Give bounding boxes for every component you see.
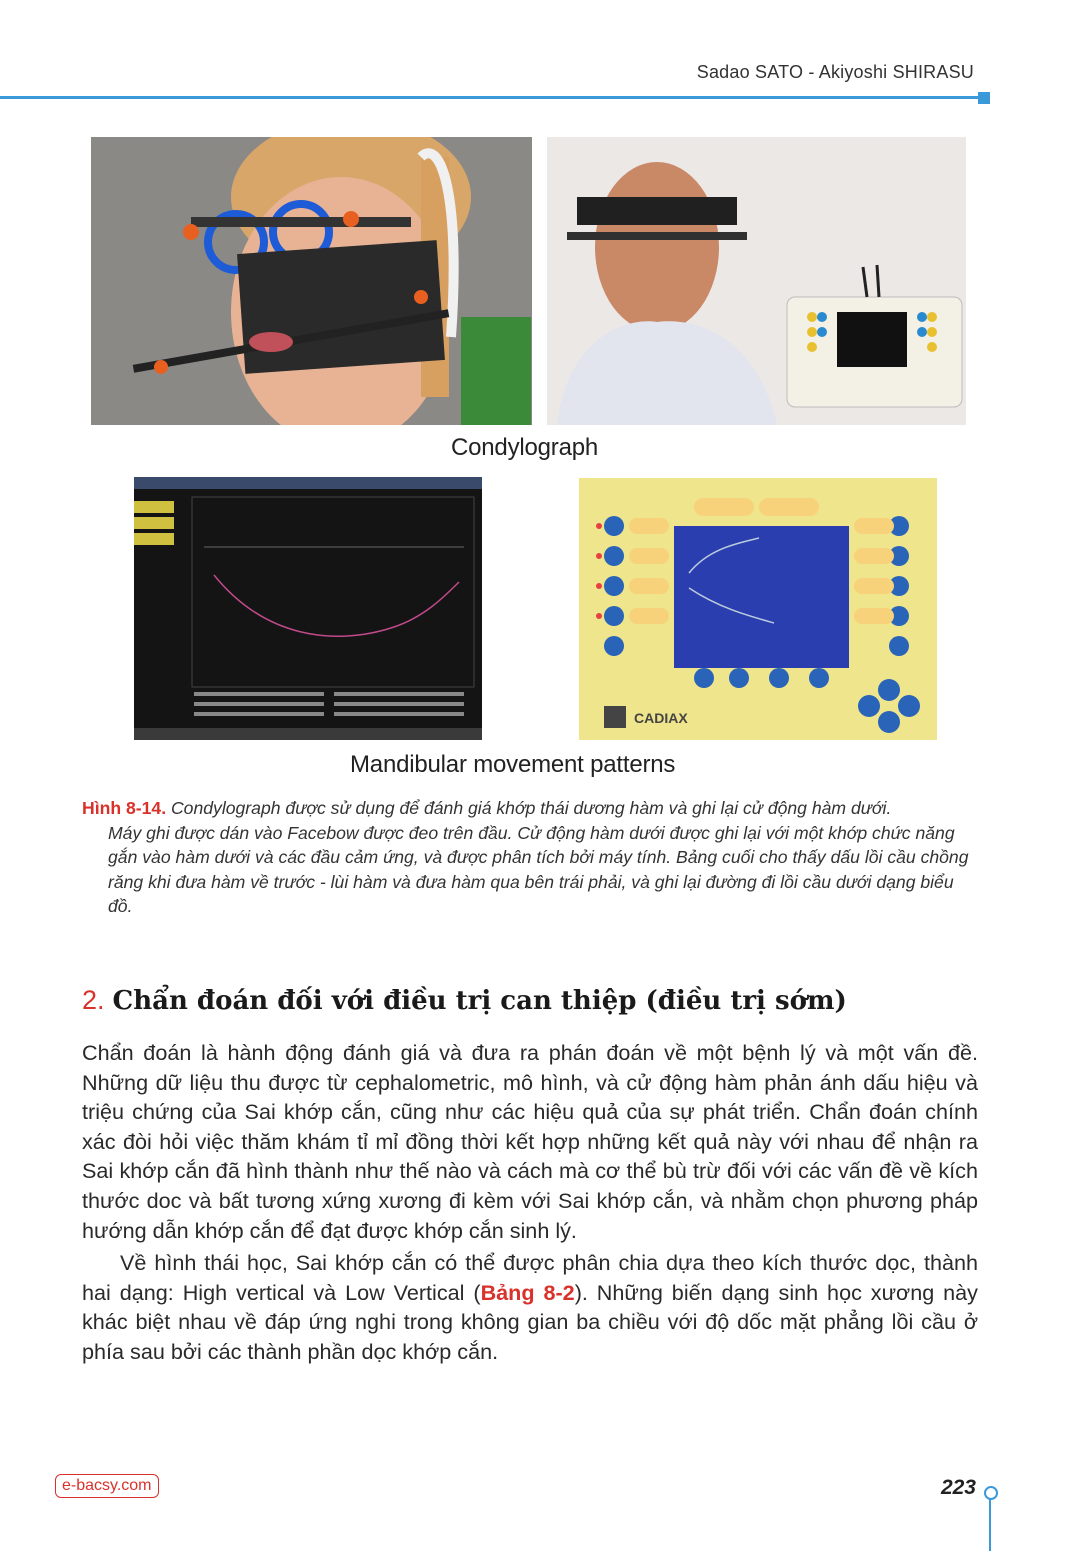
trace-screen-illustration <box>134 477 482 740</box>
paragraph-2-text <box>82 1248 978 1366</box>
header-rule <box>0 96 982 99</box>
header-authors: Sadao SATO - Akiyoshi SHIRASU <box>696 62 974 82</box>
caption-lead: Hình 8-14. <box>82 798 167 818</box>
figure-label-bottom: Mandibular movement patterns <box>350 751 676 778</box>
photo-woman-illustration <box>91 137 532 425</box>
paragraph-2-part-a: Về hình thái học, Sai khớp cắn có thể được phân chia dựa theo kích thước dọc, thành hai dạng: High vertical và Low Vertical ( <box>82 1250 978 1305</box>
figure-label-top: Condylograph <box>451 434 599 461</box>
header-rule-end <box>978 92 990 104</box>
cadiax-brand-text: CADIAX <box>634 710 688 726</box>
footer-line <box>989 1499 991 1551</box>
caption-rest: Máy ghi được dán vào Facebow được đeo trên đầu. Cử động hàm dưới được ghi lại với một khớp chức năng gắn vào hàm dưới và các đầu cảm ứng, và được phân tích bởi máy tính. Bảng cuối cho thấy dấu lồi cầu chồng răng khi đưa hàm về trước - lùi hàm và đưa hàm qua bên trái phải, và ghi lại đường đi lồi cầu dưới dạng biểu đồ. <box>108 822 969 916</box>
page-number: 223 <box>940 1476 976 1499</box>
paragraph-1-text: Chẩn đoán là hành động đánh giá và đưa ra phán đoán về một bệnh lý và một vấn đề. Những dữ liệu thu được từ cephalometric, mô hình, và cử động hàm phản ánh dấu hiệu và triệu chứng của Sai khớp cắn, cũng như các hiệu quả của sự phát triển. Chẩn đoán chính xác đòi hỏi việc thăm khám tỉ mỉ đồng thời kết hợp những kết quả này với nhau để nhận ra Sai khớp cắn đã hình thành như thế nào và cách mà cơ thể bù trừ đối với các vấn đề về kích thước doc và bất tương xứng xương đi kèm với Sai khớp cắn, và nhằm chọn phương pháp hướng dẫn khớp cắn để đạt được khớp cắn sinh lý. <box>82 1040 978 1243</box>
footer-site-link[interactable]: e-bacsy.com <box>55 1474 159 1498</box>
caption-line1: Condylograph được sử dụng để đánh giá khớp thái dương hàm và ghi lại cử động hàm dưới. <box>166 798 892 818</box>
photo-cadiax-device <box>579 478 937 740</box>
body-paragraph-2 <box>82 1248 978 1366</box>
footer-circle-icon <box>984 1486 998 1500</box>
section-heading <box>82 985 847 1016</box>
photo-man-illustration <box>547 137 966 425</box>
cadiax-panel-illustration <box>579 478 937 740</box>
section-number: 2. <box>82 985 105 1015</box>
figure-caption <box>82 796 982 919</box>
photo-condylograph-man <box>547 137 966 425</box>
table-reference-link[interactable]: Bảng 8-2 <box>480 1279 575 1305</box>
paragraph-2-part-b: ). Những biến dạng sinh học xương này khác biệt nhau về đáp ứng nghi trong không gian ba chiều với độ dốc mặt phẳng lồi cầu ở phía sau bởi các thành phần dọc khớp cắn. <box>82 1279 978 1364</box>
section-title: Chẩn đoán đối với điều trị can thiệp (điều trị sớm) <box>112 986 847 1016</box>
body-paragraph-1 <box>82 1038 978 1245</box>
photo-movement-traces <box>134 477 482 740</box>
photo-condylograph-woman <box>91 137 532 425</box>
